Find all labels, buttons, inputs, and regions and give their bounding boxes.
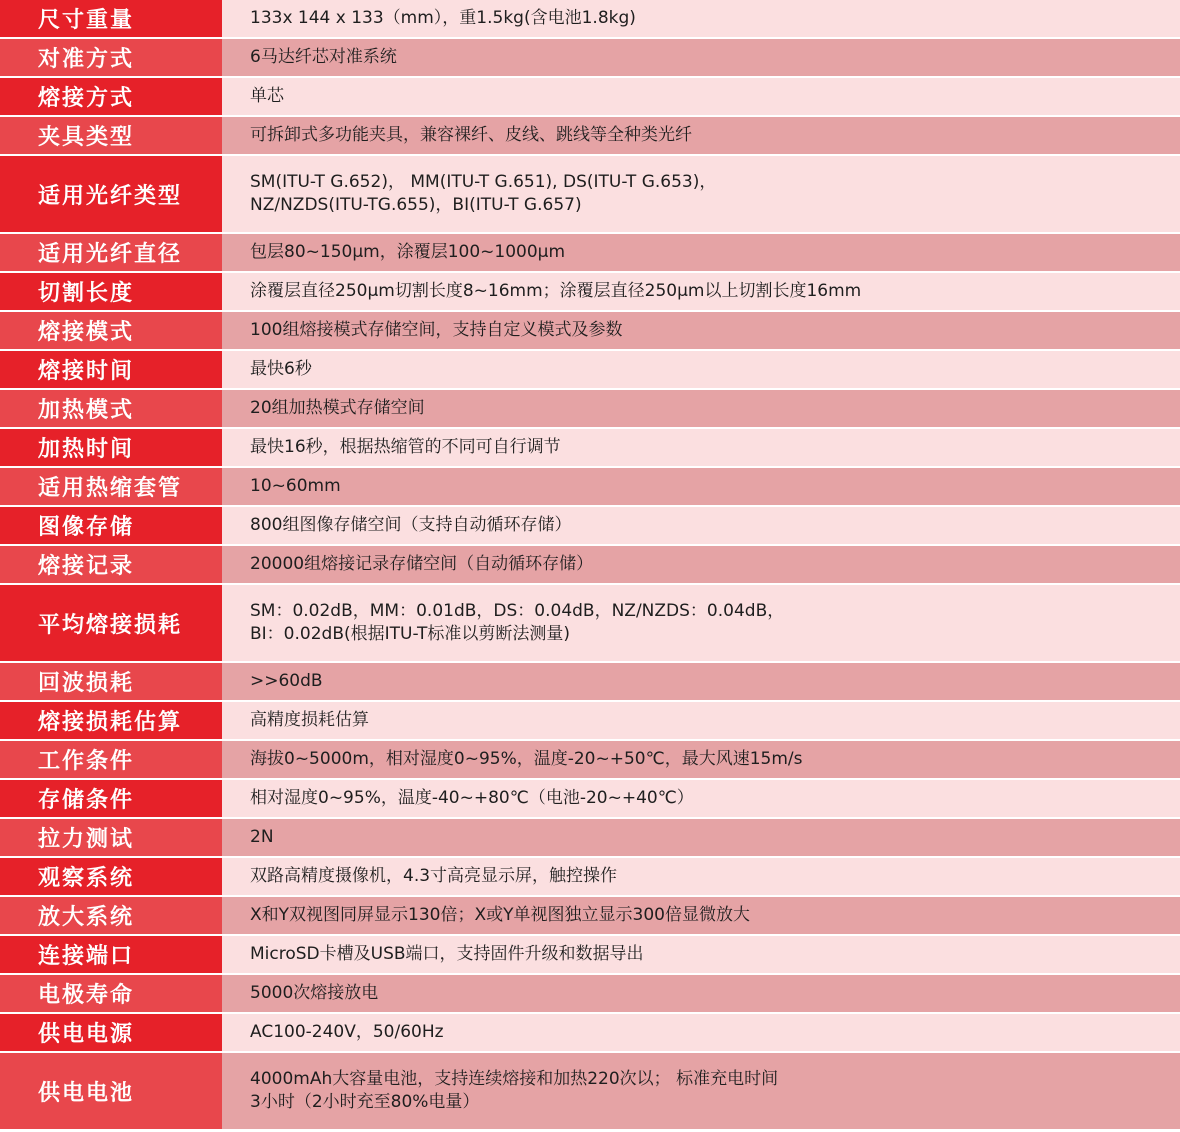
spec-row — [0, 505, 1180, 544]
spec-value-line: 涂覆层直径250μm切割长度8~16mm；涂覆层直径250μm以上切割长度16mm — [250, 281, 862, 301]
spec-value — [222, 468, 1180, 505]
spec-row — [0, 349, 1180, 388]
spec-value — [222, 546, 1180, 583]
spec-value — [222, 0, 1180, 37]
spec-row — [0, 37, 1180, 76]
spec-label: 熔接损耗估算 — [0, 702, 222, 739]
spec-value — [222, 78, 1180, 115]
spec-row — [0, 310, 1180, 349]
spec-row — [0, 115, 1180, 154]
spec-label: 放大系统 — [0, 897, 222, 934]
spec-label: 加热模式 — [0, 390, 222, 427]
spec-label: 工作条件 — [0, 741, 222, 778]
spec-value — [222, 1053, 1180, 1129]
spec-label: 适用光纤类型 — [0, 156, 222, 232]
spec-row — [0, 232, 1180, 271]
spec-value-line: 10~60mm — [250, 476, 341, 496]
spec-label: 图像存储 — [0, 507, 222, 544]
spec-label: 夹具类型 — [0, 117, 222, 154]
spec-value — [222, 234, 1180, 271]
spec-value — [222, 507, 1180, 544]
spec-label: 熔接时间 — [0, 351, 222, 388]
spec-row — [0, 0, 1180, 37]
spec-label: 加热时间 — [0, 429, 222, 466]
spec-value — [222, 351, 1180, 388]
spec-label: 电极寿命 — [0, 975, 222, 1012]
spec-value-line: SM(ITU-T G.652)， MM(ITU-T G.651), DS(ITU-T G.653)， — [250, 172, 717, 192]
spec-value-line: AC100-240V，50/60Hz — [250, 1022, 444, 1042]
spec-row — [0, 76, 1180, 115]
spec-row — [0, 544, 1180, 583]
spec-value-line: 5000次熔接放电 — [250, 983, 379, 1003]
spec-label: 供电电源 — [0, 1014, 222, 1051]
spec-value-line: 可拆卸式多功能夹具，兼容裸纤、皮线、跳线等全种类光纤 — [250, 125, 692, 145]
spec-value — [222, 897, 1180, 934]
spec-value-line: 6马达纤芯对准系统 — [250, 47, 397, 67]
spec-value — [222, 780, 1180, 817]
spec-value-line: MicroSD卡槽及USB端口，支持固件升级和数据导出 — [250, 944, 644, 964]
spec-label: 尺寸重量 — [0, 0, 222, 37]
spec-row — [0, 154, 1180, 232]
spec-value — [222, 975, 1180, 1012]
spec-value — [222, 1014, 1180, 1051]
spec-value — [222, 663, 1180, 700]
spec-row — [0, 466, 1180, 505]
spec-label: 观察系统 — [0, 858, 222, 895]
spec-row — [0, 973, 1180, 1012]
spec-value — [222, 429, 1180, 466]
spec-value-line: X和Y双视图同屏显示130倍；X或Y单视图独立显示300倍显微放大 — [250, 905, 750, 925]
spec-row — [0, 934, 1180, 973]
spec-value-line: 2N — [250, 827, 274, 847]
spec-value-line: SM：0.02dB，MM：0.01dB，DS：0.04dB，NZ/NZDS：0.04dB， — [250, 601, 785, 621]
spec-value — [222, 585, 1180, 661]
spec-label: 适用光纤直径 — [0, 234, 222, 271]
spec-value-line: 单芯 — [250, 86, 284, 106]
spec-value — [222, 702, 1180, 739]
spec-label: 熔接方式 — [0, 78, 222, 115]
spec-label: 回波损耗 — [0, 663, 222, 700]
spec-row — [0, 427, 1180, 466]
spec-row — [0, 739, 1180, 778]
spec-row — [0, 271, 1180, 310]
spec-value-line: 20000组熔接记录存储空间（自动循环存储） — [250, 554, 594, 574]
spec-value-line: 相对湿度0~95%，温度-40~+80℃（电池-20~+40℃） — [250, 788, 694, 808]
spec-value — [222, 819, 1180, 856]
spec-label: 熔接记录 — [0, 546, 222, 583]
spec-value — [222, 312, 1180, 349]
spec-value-line: 双路高精度摄像机，4.3寸高亮显示屏，触控操作 — [250, 866, 618, 886]
spec-row — [0, 700, 1180, 739]
spec-value-line: >>60dB — [250, 671, 323, 691]
spec-row — [0, 661, 1180, 700]
spec-row — [0, 1051, 1180, 1129]
spec-row — [0, 778, 1180, 817]
spec-row — [0, 1012, 1180, 1051]
spec-row — [0, 388, 1180, 427]
spec-value — [222, 858, 1180, 895]
spec-value-line: 包层80~150μm，涂覆层100~1000μm — [250, 242, 566, 262]
spec-value — [222, 39, 1180, 76]
spec-label: 存储条件 — [0, 780, 222, 817]
spec-value — [222, 156, 1180, 232]
spec-value-line: BI：0.02dB(根据ITU-T标准以剪断法测量) — [250, 624, 571, 644]
spec-value-line: 133x 144 x 133（mm），重1.5kg(含电池1.8kg) — [250, 8, 636, 28]
spec-value-line: 3小时（2小时充至80%电量） — [250, 1092, 480, 1112]
spec-row — [0, 895, 1180, 934]
spec-label: 熔接模式 — [0, 312, 222, 349]
spec-value — [222, 273, 1180, 310]
spec-value-line: 高精度损耗估算 — [250, 710, 369, 730]
spec-value-line: 800组图像存储空间（支持自动循环存储） — [250, 515, 572, 535]
spec-row — [0, 856, 1180, 895]
spec-label: 平均熔接损耗 — [0, 585, 222, 661]
spec-value-line: 100组熔接模式存储空间，支持自定义模式及参数 — [250, 320, 623, 340]
spec-row — [0, 583, 1180, 661]
spec-label: 连接端口 — [0, 936, 222, 973]
spec-value — [222, 117, 1180, 154]
spec-value — [222, 936, 1180, 973]
spec-label: 适用热缩套管 — [0, 468, 222, 505]
spec-label: 供电电池 — [0, 1053, 222, 1129]
spec-value-line: NZ/NZDS(ITU-TG.655)，BI(ITU-T G.657) — [250, 195, 582, 215]
spec-label: 对准方式 — [0, 39, 222, 76]
spec-value-line: 海拔0~5000m，相对湿度0~95%，温度-20~+50℃，最大风速15m/s — [250, 749, 803, 769]
spec-value-line: 最快16秒，根据热缩管的不同可自行调节 — [250, 437, 561, 457]
spec-label: 切割长度 — [0, 273, 222, 310]
spec-value-line: 最快6秒 — [250, 359, 312, 379]
spec-value-line: 4000mAh大容量电池，支持连续熔接和加热220次以； 标准充电时间 — [250, 1069, 779, 1089]
spec-value — [222, 741, 1180, 778]
spec-value — [222, 390, 1180, 427]
spec-row — [0, 817, 1180, 856]
spec-value-line: 20组加热模式存储空间 — [250, 398, 425, 418]
spec-label: 拉力测试 — [0, 819, 222, 856]
